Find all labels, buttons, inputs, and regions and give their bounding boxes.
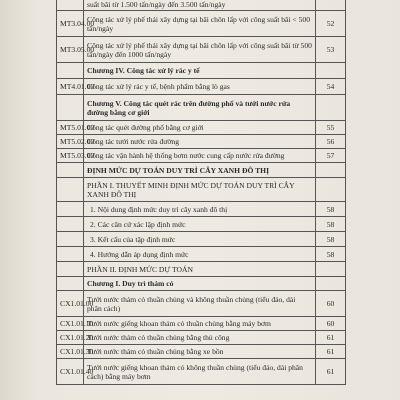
toc-code: MT5.03.00: [57, 149, 84, 163]
toc-entry-text: Chương IV. Công tác xử lý rác y tế: [84, 63, 316, 79]
toc-entry-text: Công tác tưới nước rửa đường: [84, 135, 316, 149]
toc-row: [57, 149, 346, 163]
toc-code: MT3.05.00: [57, 37, 84, 63]
toc-entry-text: Tưới nước thảm cỏ thuần chủng bằng xe bồn: [84, 345, 316, 359]
toc-row: [57, 217, 346, 232]
toc-row: [57, 345, 346, 359]
toc-code: MT3.04.00: [57, 11, 84, 37]
toc-code: [57, 63, 84, 79]
toc-entry-text: Công tác xử lý rác y tế, bệnh phẩm bằng lò gas: [84, 79, 316, 95]
toc-row: [57, 79, 346, 95]
toc-code: [57, 202, 84, 217]
toc-page-number: 54: [316, 79, 346, 95]
toc-code: [57, 0, 84, 11]
toc-code: CX1.01.30: [57, 345, 84, 359]
toc-code: CX1.01.00: [57, 291, 84, 317]
toc-code: [57, 163, 84, 178]
toc-page-number: 60: [316, 317, 346, 331]
toc-row: [57, 317, 346, 331]
toc-row: [57, 63, 346, 79]
toc-row: [57, 202, 346, 217]
toc-row: [57, 277, 346, 291]
toc-entry-text: PHẦN I. THUYẾT MINH ĐỊNH MỨC DỰ TOÁN DUY TRÌ CÂY XANH ĐÔ THỊ: [84, 178, 316, 202]
toc-row: [57, 135, 346, 149]
toc-entry-text: 2. Các căn cứ xác lập định mức: [84, 217, 316, 232]
toc-code: MT5.01.00: [57, 121, 84, 135]
toc-code: MT5.02.00: [57, 135, 84, 149]
toc-entry-text: 4. Hướng dẫn áp dụng định mức: [84, 247, 316, 262]
toc-page-number: [316, 178, 346, 202]
toc-page-number: [316, 95, 346, 121]
toc-entry-text: PHẦN II. ĐỊNH MỨC DỰ TOÁN: [84, 262, 316, 277]
toc-entry-text: Công tác xử lý phế thải xây dựng tại bãi chôn lấp với công suất bãi < 500 tấn/ngày: [84, 11, 316, 37]
toc-row: [57, 37, 346, 63]
toc-page-number: 57: [316, 149, 346, 163]
toc-page-number: [316, 262, 346, 277]
toc-code: MT4.01.00: [57, 79, 84, 95]
toc-row: [57, 331, 346, 345]
toc-page-number: 58: [316, 247, 346, 262]
toc-code: CX1.01.20: [57, 331, 84, 345]
toc-page-number: 55: [316, 121, 346, 135]
toc-code: [57, 262, 84, 277]
toc-row: [57, 121, 346, 135]
toc-row: [57, 291, 346, 317]
toc-row: [57, 359, 346, 385]
toc-page-number: 58: [316, 217, 346, 232]
toc-code: CX1.01.40: [57, 359, 84, 385]
toc-code: [57, 247, 84, 262]
toc-entry-text: Tưới nước giếng khoan thảm cỏ không thuần chủng (tiểu đảo, dải phân cách) bằng máy bơm: [84, 359, 316, 385]
toc-row: [57, 163, 346, 178]
toc-page-number: 56: [316, 135, 346, 149]
toc-page-number: 53: [316, 37, 346, 63]
toc-page-number: [316, 0, 346, 11]
toc-entry-text: Chương I. Duy trì thảm cỏ: [84, 277, 316, 291]
toc-row: [57, 11, 346, 37]
toc-page-number: 60: [316, 291, 346, 317]
toc-entry-text: Công tác quét đường phố bằng cơ giới: [84, 121, 316, 135]
toc-page-number: [316, 163, 346, 178]
toc-entry-text: suất bãi từ 1.500 tấn/ngày đến 3.500 tấn/ngày: [84, 0, 316, 11]
toc-entry-text: Tưới nước thảm cỏ thuần chủng và không thuần chủng (tiểu đảo, dải phân cách): [84, 291, 316, 317]
toc-entry-text: Tưới nước giếng khoan thảm cỏ thuần chủng bằng máy bơm: [84, 317, 316, 331]
toc-entry-text: 3. Kết cấu của tập định mức: [84, 232, 316, 247]
toc-entry-text: Chương V. Công tác quét rác trên đường phố và tưới nước rửa đường bằng cơ giới: [84, 95, 316, 121]
toc-page-number: 61: [316, 331, 346, 345]
toc-row: [57, 178, 346, 202]
toc-page-number: 58: [316, 202, 346, 217]
toc-page-number: 61: [316, 345, 346, 359]
toc-code: [57, 232, 84, 247]
toc-entry-text: Công tác xử lý phế thải xây dựng tại bãi chôn lấp với công suất bãi từ 500 tấn/ngày đến 1000 tấn/ngày: [84, 37, 316, 63]
toc-row: [57, 95, 346, 121]
toc-row: [57, 262, 346, 277]
toc-row: [57, 247, 346, 262]
toc-page-number: [316, 277, 346, 291]
table-of-contents: [56, 0, 346, 385]
toc-page-number: [316, 63, 346, 79]
toc-entry-text: Tưới nước thảm cỏ thuần chủng bằng thủ công: [84, 331, 316, 345]
toc-code: [57, 178, 84, 202]
toc-entry-text: Công tác vận hành hệ thống bơm nước cung cấp nước rửa đường: [84, 149, 316, 163]
toc-page-number: 52: [316, 11, 346, 37]
toc-row: [57, 232, 346, 247]
toc-entry-text: ĐỊNH MỨC DỰ TOÁN DUY TRÌ CÂY XANH ĐÔ THỊ: [84, 163, 316, 178]
toc-entry-text: 1. Nội dung định mức duy trì cây xanh đô thị: [84, 202, 316, 217]
toc-page-number: 58: [316, 232, 346, 247]
toc-code: [57, 277, 84, 291]
toc-page-number: 61: [316, 359, 346, 385]
toc-code: [57, 95, 84, 121]
toc-code: CX1.01.10: [57, 317, 84, 331]
toc-body: [57, 0, 346, 385]
toc-code: [57, 217, 84, 232]
toc-row: [57, 0, 346, 11]
